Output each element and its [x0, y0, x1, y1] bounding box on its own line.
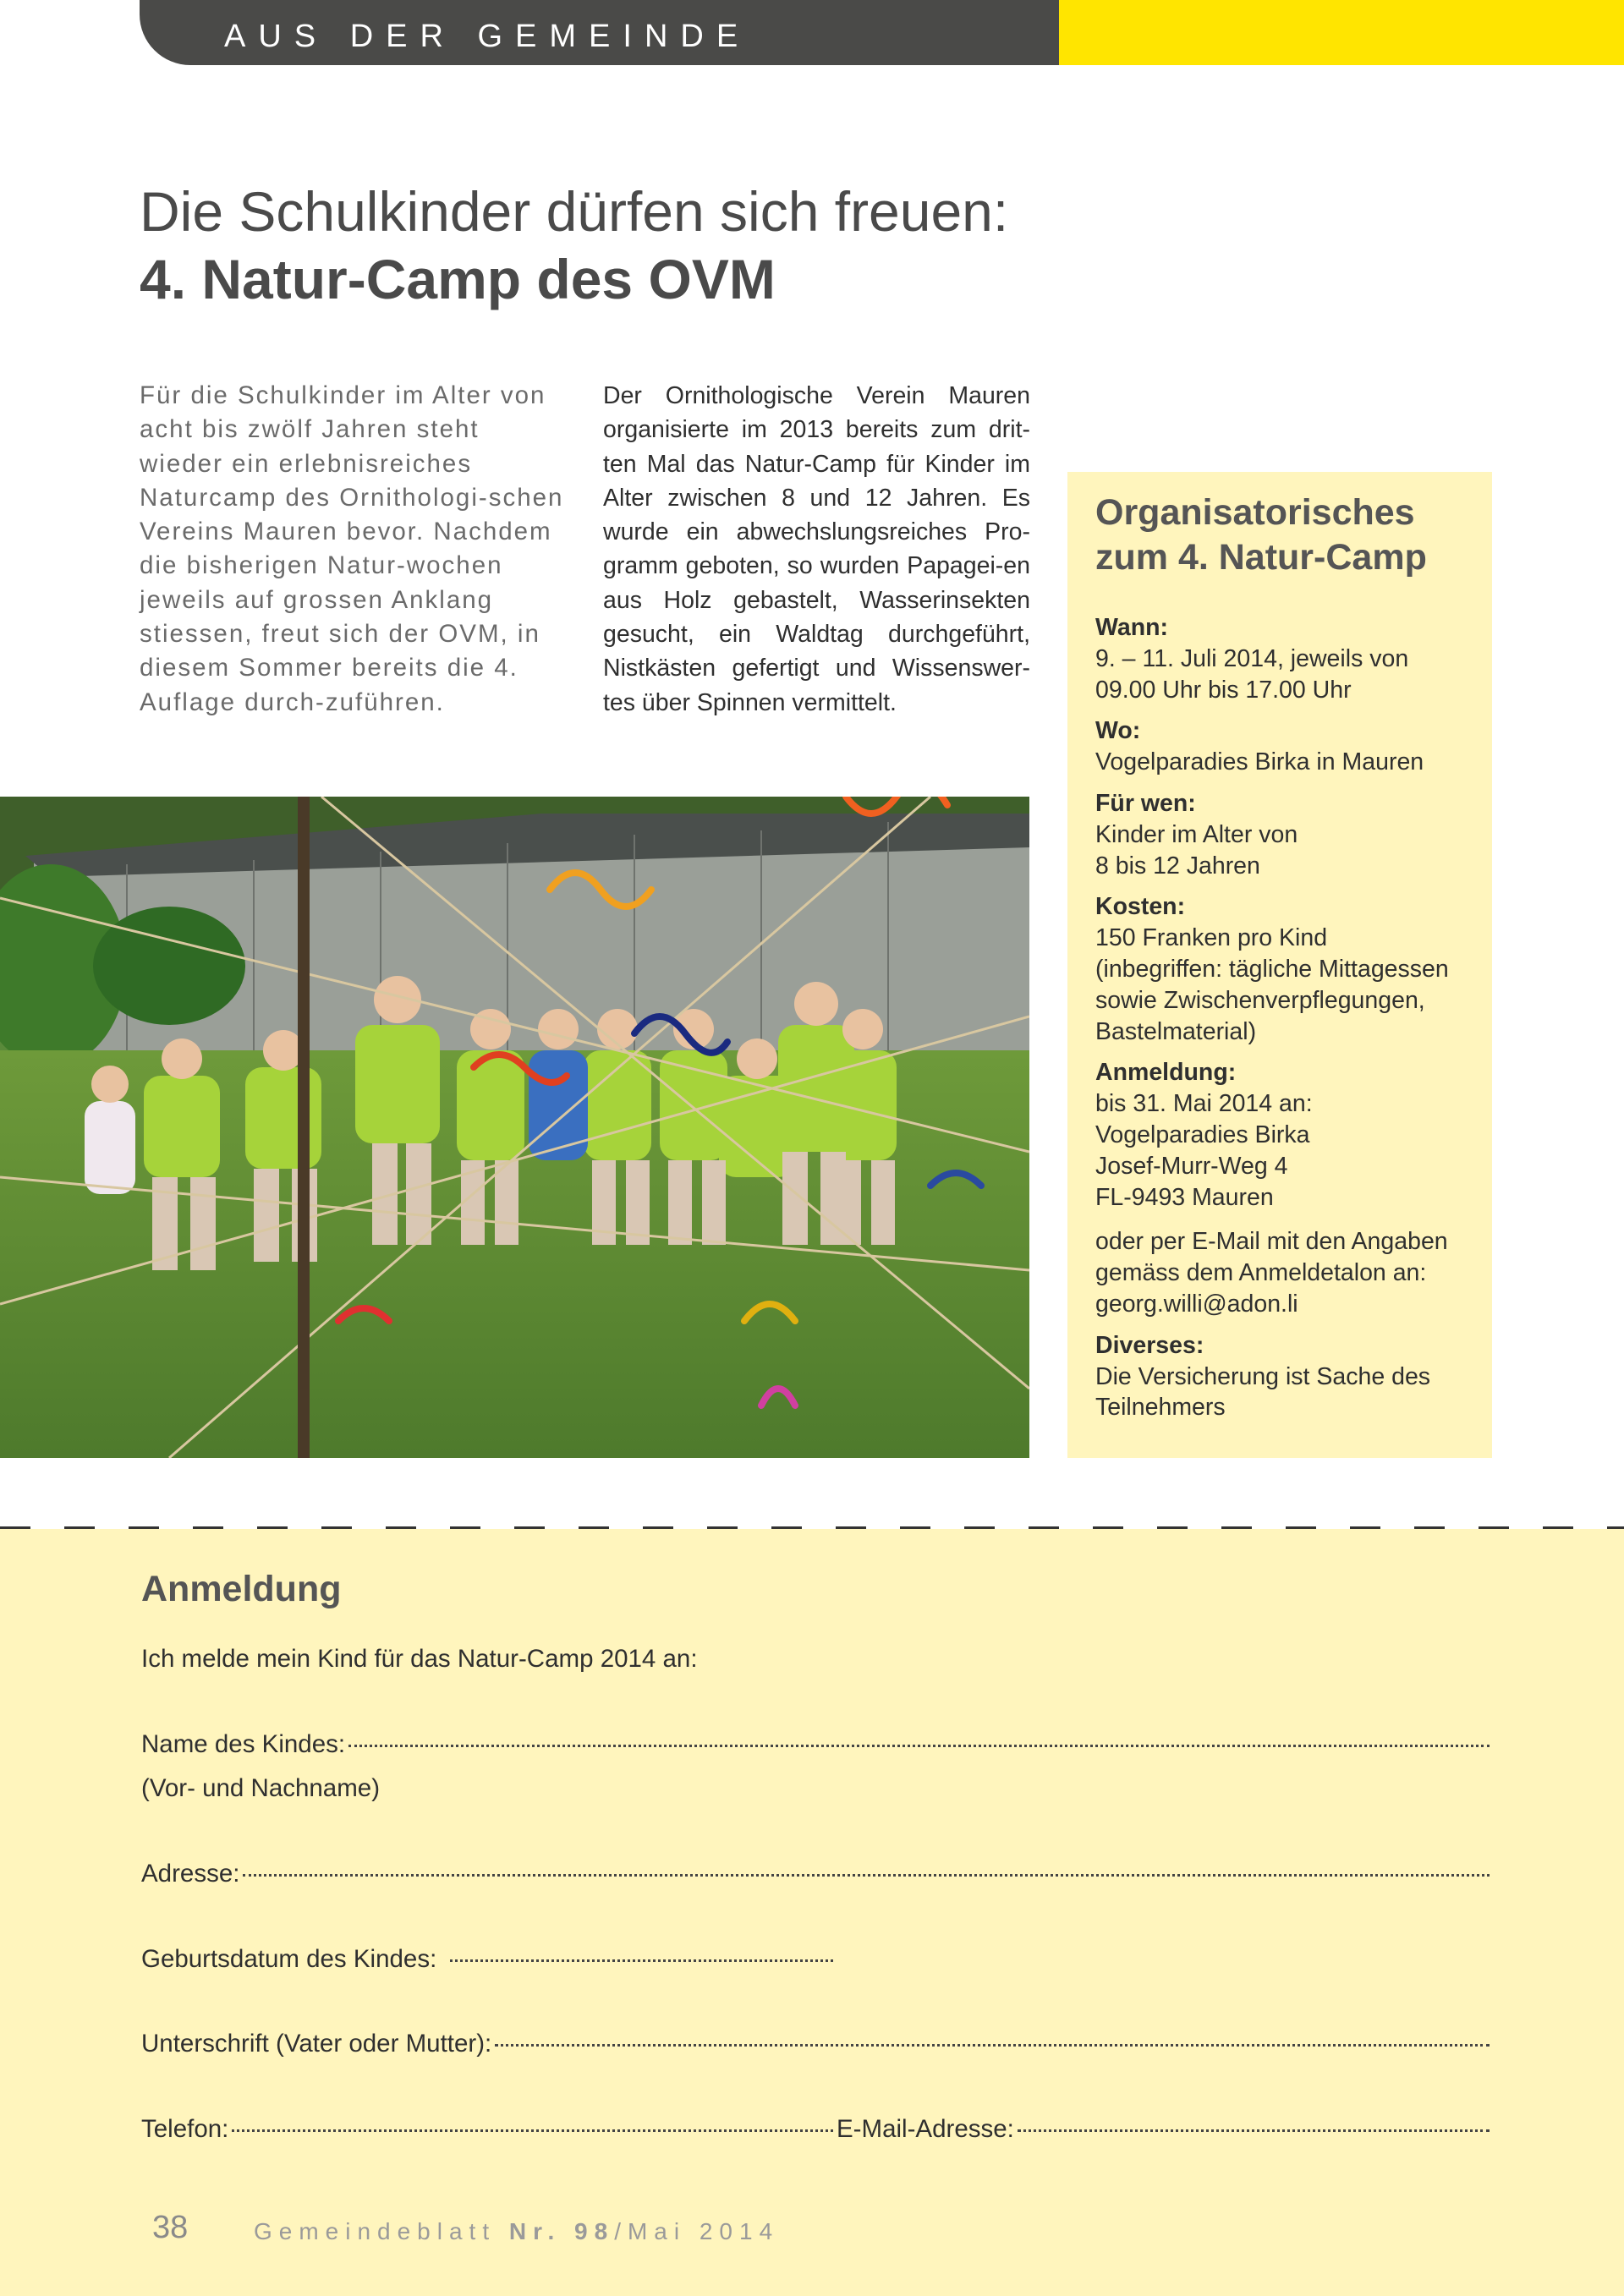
info-value-email: oder per E-Mail mit den Angaben gemäss dem Anmeldetalon an: georg.willi@adon.li	[1095, 1228, 1448, 1318]
info-value-costs: 150 Franken pro Kind (inbegriffen: tägliche Mittagessen sowie Zwischenverpflegungen, Bastelmaterial)	[1095, 924, 1449, 1045]
birthdate-line[interactable]	[450, 1959, 833, 1962]
article-title-line1: Die Schulkinder dürfen sich freuen:	[140, 180, 1009, 243]
child-name-label: Name des Kindes:	[141, 1730, 346, 1758]
info-value-registration: bis 31. Mai 2014 an: Vogelparadies Birka Josef-Murr-Weg 4 FL-9493 Mauren	[1095, 1090, 1313, 1211]
footer-issue-prefix: Nr.	[508, 2218, 562, 2244]
info-label-where: Wo:	[1095, 717, 1141, 745]
child-name-sublabel: (Vor- und Nachname)	[141, 1774, 381, 1802]
email-line[interactable]	[1018, 2129, 1490, 2132]
address-field[interactable]	[141, 1860, 1490, 1888]
info-value-misc: Die Versicherung ist Sache des Teilnehmers	[1095, 1362, 1431, 1422]
footer-issue-number: 98	[574, 2218, 615, 2244]
footer-publication-line	[254, 2218, 779, 2245]
address-line[interactable]	[243, 1874, 1490, 1877]
signature-field[interactable]	[141, 2030, 1490, 2058]
info-box-title: Organisatorisches zum 4. Natur-Camp	[1095, 492, 1427, 578]
page-number: 38	[152, 2210, 189, 2245]
signature-label: Unterschrift (Vater oder Mutter):	[141, 2030, 492, 2058]
info-label-for-whom: Für wen:	[1095, 789, 1196, 817]
info-label-registration: Anmeldung:	[1095, 1059, 1237, 1087]
form-title: Anmeldung	[141, 1569, 342, 1609]
phone-field[interactable]	[141, 2115, 833, 2144]
article-title-line2: 4. Natur-Camp des OVM	[140, 248, 776, 310]
camp-group-photo	[0, 797, 1029, 1458]
info-value-when: 9. – 11. Juli 2014, jeweils von 09.00 Uhr bis 17.00 Uhr	[1095, 644, 1409, 704]
phone-label: Telefon:	[141, 2115, 229, 2143]
birthdate-field[interactable]	[141, 1945, 833, 1974]
address-label: Adresse:	[141, 1860, 240, 1888]
info-box	[1067, 472, 1492, 1458]
info-label-misc: Diverses:	[1095, 1331, 1204, 1359]
email-field[interactable]	[837, 2115, 1490, 2144]
phone-line[interactable]	[232, 2129, 833, 2132]
footer-publication: Gemeindeblatt	[254, 2218, 497, 2244]
birthdate-label: Geburtsdatum des Kindes:	[141, 1945, 437, 1973]
signature-line[interactable]	[495, 2044, 1490, 2047]
email-label: E-Mail-Adresse:	[837, 2115, 1014, 2143]
info-value-for-whom: Kinder im Alter von 8 bis 12 Jahren	[1095, 820, 1298, 879]
cut-line	[0, 1526, 1624, 1529]
form-intro: Ich melde mein Kind für das Natur-Camp 2014 an:	[141, 1645, 698, 1673]
section-header-label: AUS DER GEMEINDE	[224, 19, 751, 54]
footer-date: /Mai 2014	[614, 2218, 780, 2244]
body-paragraph: Der Ornithologische Verein Mauren organisierte im 2013 bereits zum drit-ten Mal das Natur-Camp für Kinder im Alter zwischen 8 und 12 Jahren. Es wurde ein abwechslungsreiches Pro-gramm geboten, so wurden Papagei-en aus Holz gebastelt, Wasserinsekten gesucht, ein Waldtag durchgeführt, Nistkästen gefertigt und Wissenswer-tes über Spinnen vermittelt.	[603, 382, 1030, 716]
info-label-when: Wann:	[1095, 614, 1169, 641]
lead-paragraph: Für die Schulkinder im Alter von acht bis zwölf Jahren steht wieder ein erlebnisreiches Naturcamp des Ornithologi-schen Vereins Mauren bevor. Nachdem die bisherigen Natur-wochen jeweils auf grossen Anklang stiessen, freut sich der OVM, in diesem Sommer bereits die 4. Auflage durch-zuführen.	[140, 381, 564, 716]
child-name-line[interactable]	[348, 1745, 1490, 1747]
header-accent-bar	[1059, 0, 1624, 65]
info-value-where: Vogelparadies Birka in Mauren	[1095, 748, 1424, 776]
child-name-field[interactable]	[141, 1730, 1490, 1759]
photo-illustration	[0, 797, 1029, 1458]
info-list	[1095, 612, 1467, 1423]
info-label-costs: Kosten:	[1095, 893, 1186, 921]
